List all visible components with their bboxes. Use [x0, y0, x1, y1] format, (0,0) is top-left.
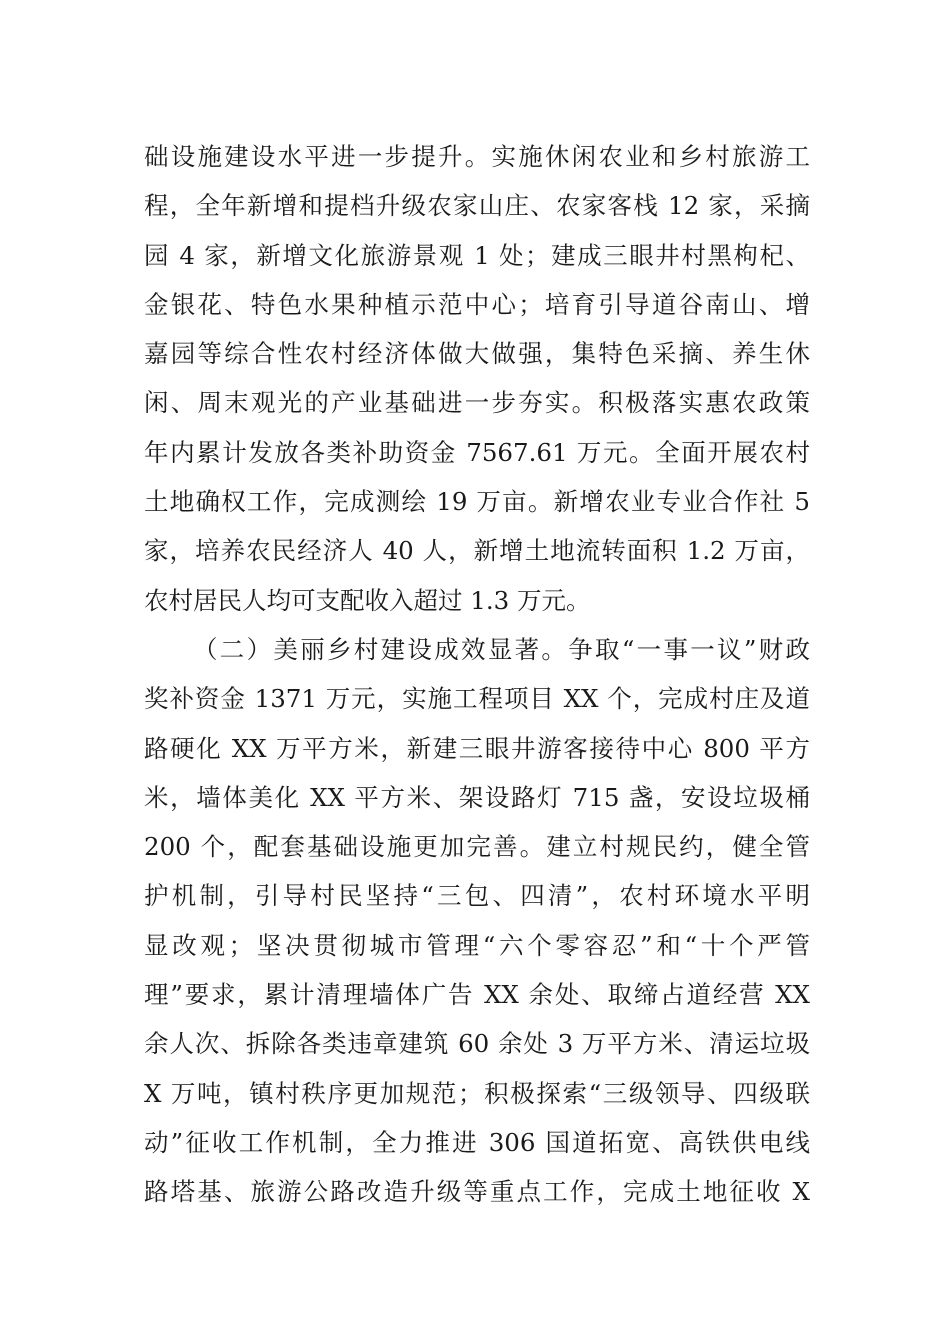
text-line: 家，培养农民经济人 40 人，新增土地流转面积 1.2 万亩，	[144, 536, 810, 566]
text-line: 200 个，配套基础设施更加完善。建立村规民约，健全管	[144, 832, 810, 862]
text-line: X 万吨，镇村秩序更加规范；积极探索“三级领导、四级联	[144, 1078, 810, 1108]
text-line: 程，全年新增和提档升级农家山庄、农家客栈 12 家，采摘	[144, 191, 810, 221]
paragraph-heading-line: （二）美丽乡村建设成效显著。争取“一事一议”财政	[193, 634, 810, 664]
text-line: 米，墙体美化 XX 平方米、架设路灯 715 盏，安设垃圾桶	[144, 782, 810, 812]
text-line: 园 4 家，新增文化旅游景观 1 处；建成三眼井村黑枸杞、	[144, 240, 810, 270]
text-line: 土地确权工作，完成测绘 19 万亩。新增农业专业合作社 5	[144, 487, 810, 517]
text-line: 年内累计发放各类补助资金 7567.61 万元。全面开展农村	[144, 437, 810, 467]
text-line: 农村居民人均可支配收入超过 1.3 万元。	[144, 585, 591, 615]
text-line: 路塔基、旅游公路改造升级等重点工作，完成土地征收 X	[144, 1177, 810, 1207]
text-line: 显改观；坚决贯彻城市管理“六个零容忍”和“十个严管	[144, 930, 810, 960]
body-text	[144, 132, 810, 1217]
text-line: 路硬化 XX 万平方米，新建三眼井游客接待中心 800 平方	[144, 733, 810, 763]
text-line: 金银花、特色水果种植示范中心；培育引导道谷南山、增	[144, 289, 810, 319]
text-line: 础设施建设水平进一步提升。实施休闲农业和乡村旅游工	[144, 142, 810, 171]
text-line: 闲、周末观光的产业基础进一步夯实。积极落实惠农政策	[144, 388, 810, 418]
text-line: 奖补资金 1371 万元，实施工程项目 XX 个，完成村庄及道	[144, 684, 810, 714]
text-line: 动”征收工作机制，全力推进 306 国道拓宽、高铁供电线	[144, 1127, 810, 1157]
text-line: 护机制，引导村民坚持“三包、四清”，农村环境水平明	[144, 881, 810, 911]
text-line: 嘉园等综合性农村经济体做大做强，集特色采摘、养生休	[144, 339, 810, 369]
text-line: 理”要求，累计清理墙体广告 XX 余处、取缔占道经营 XX	[144, 980, 810, 1010]
text-line: 余人次、拆除各类违章建筑 60 余处 3 万平方米、清运垃圾	[144, 1029, 810, 1059]
